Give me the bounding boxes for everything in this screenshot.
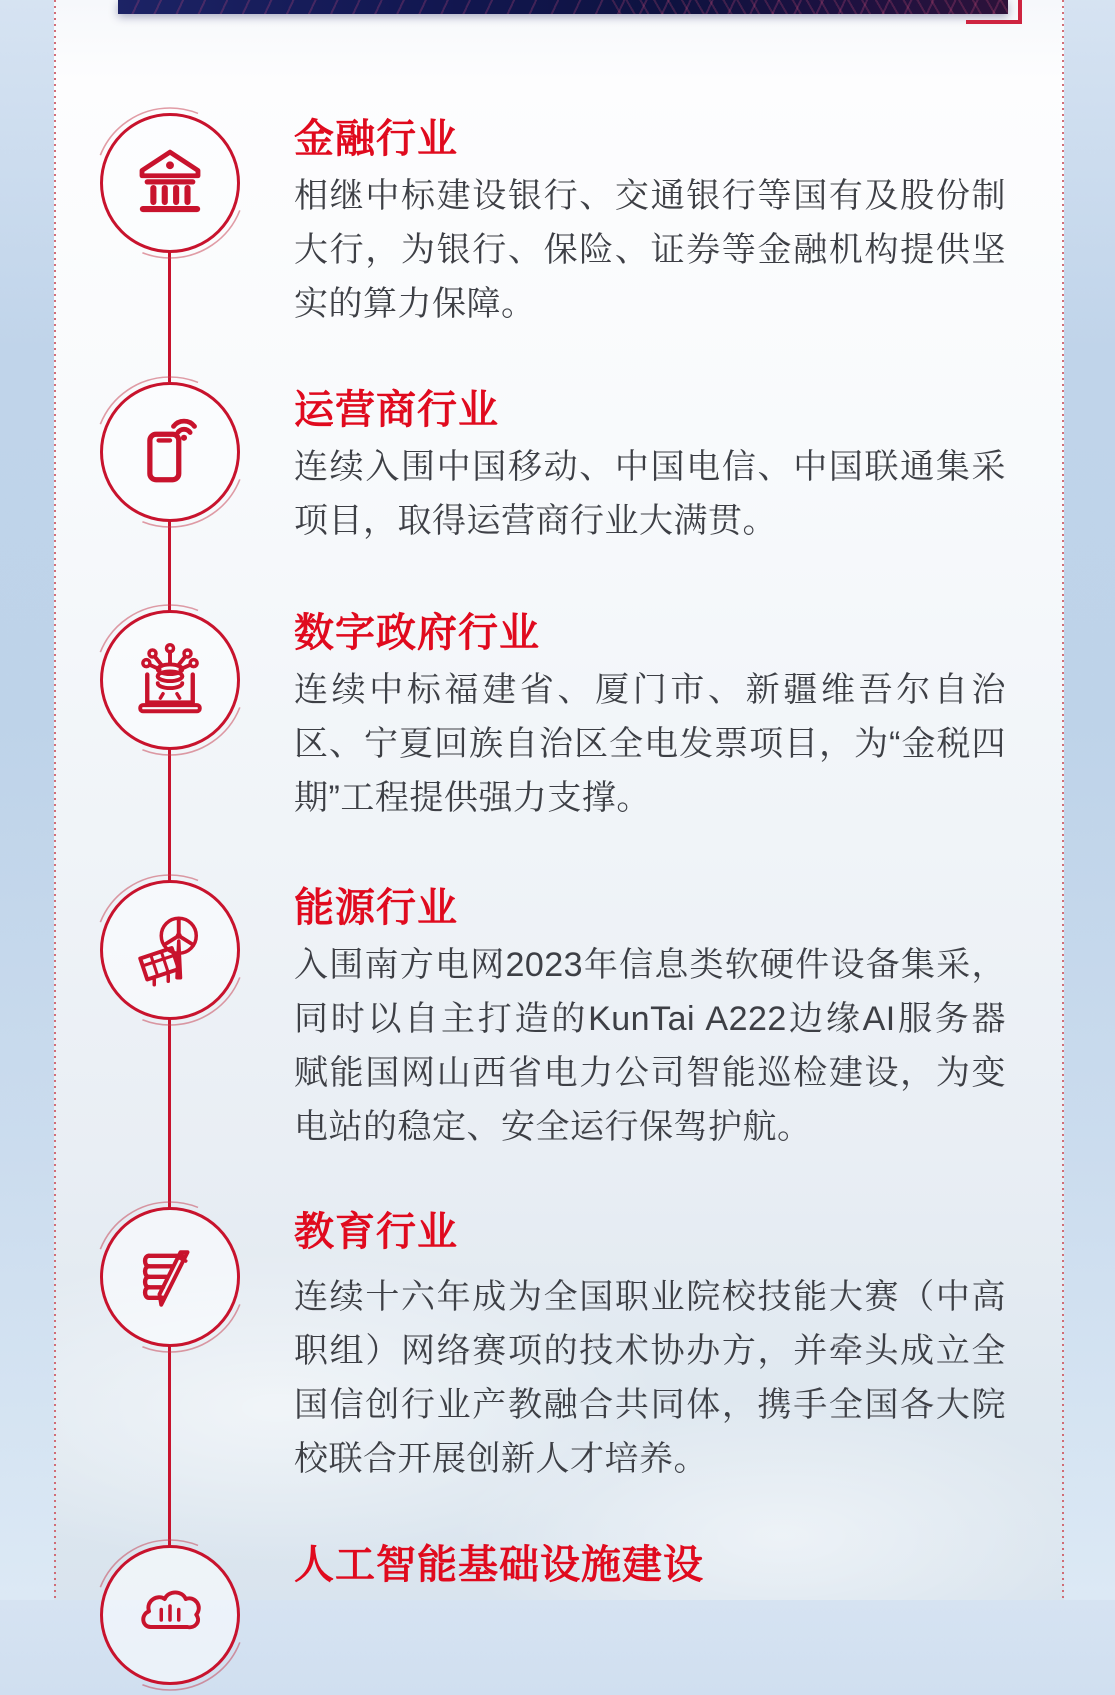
dashed-border-left <box>54 0 56 1600</box>
laptop-data-icon <box>128 636 212 725</box>
banner-corner-bracket <box>966 0 1022 24</box>
section-operators <box>294 386 1006 548</box>
section-finance <box>294 115 1006 331</box>
timeline-connector <box>168 1017 171 1208</box>
banner-tech-streaks <box>608 0 1009 14</box>
section-ai-infrastructure <box>294 1541 1006 1589</box>
bank-icon <box>128 139 212 228</box>
ai-brain-icon <box>128 1571 212 1660</box>
section-body: 相继中标建设银行、交通银行等国有及股份制大行，为银行、保险、证券等金融机构提供坚实的算力保障。 <box>294 177 1006 323</box>
books-pencil-icon <box>128 1233 212 1322</box>
section-digital-government <box>294 609 1006 825</box>
wind-solar-icon <box>128 906 212 995</box>
dashed-border-right <box>1062 0 1064 1600</box>
section-body: 入围南方电网2023年信息类软硬件设备集采，同时以自主打造的KunTai A222边缘AI服务器赋能国网山西省电力公司智能巡检建设，为变电站的稳定、安全运行保驾护航。 <box>294 946 1006 1146</box>
section-title: 运营商行业 <box>294 388 499 432</box>
section-body: 连续中标福建省、厦门市、新疆维吾尔自治区、宁夏回族自治区全电发票项目，为“金税四期”工程提供强力支撑。 <box>294 671 1006 817</box>
section-energy <box>294 884 1006 1154</box>
section-title: 教育行业 <box>294 1210 458 1254</box>
timeline-node-operators <box>100 382 240 522</box>
timeline-connector <box>168 747 171 881</box>
timeline-node-education <box>100 1207 240 1347</box>
section-title: 数字政府行业 <box>294 611 540 655</box>
section-body: 连续十六年成为全国职业院校技能大赛（中高职组）网络赛项的技术协办方，并牵头成立全国信创行业产教融合共同体，携手全国各大院校联合开展创新人才培养。 <box>294 1278 1006 1478</box>
section-title: 人工智能基础设施建设 <box>294 1543 704 1587</box>
top-banner-image <box>118 0 1008 14</box>
section-title: 金融行业 <box>294 117 458 161</box>
section-title: 能源行业 <box>294 886 458 930</box>
timeline-connector <box>168 252 171 382</box>
timeline-connector <box>168 1344 171 1546</box>
timeline-node-ai-infrastructure <box>100 1545 240 1685</box>
section-education <box>294 1208 1006 1486</box>
content-frame <box>54 0 1064 1600</box>
timeline-node-digital-government <box>100 610 240 750</box>
phone-signal-icon <box>128 408 212 497</box>
timeline-connector <box>168 519 171 611</box>
section-body: 连续入围中国移动、中国电信、中国联通集采项目，取得运营商行业大满贯。 <box>294 448 1006 540</box>
timeline-node-energy <box>100 880 240 1020</box>
timeline-node-finance <box>100 113 240 253</box>
